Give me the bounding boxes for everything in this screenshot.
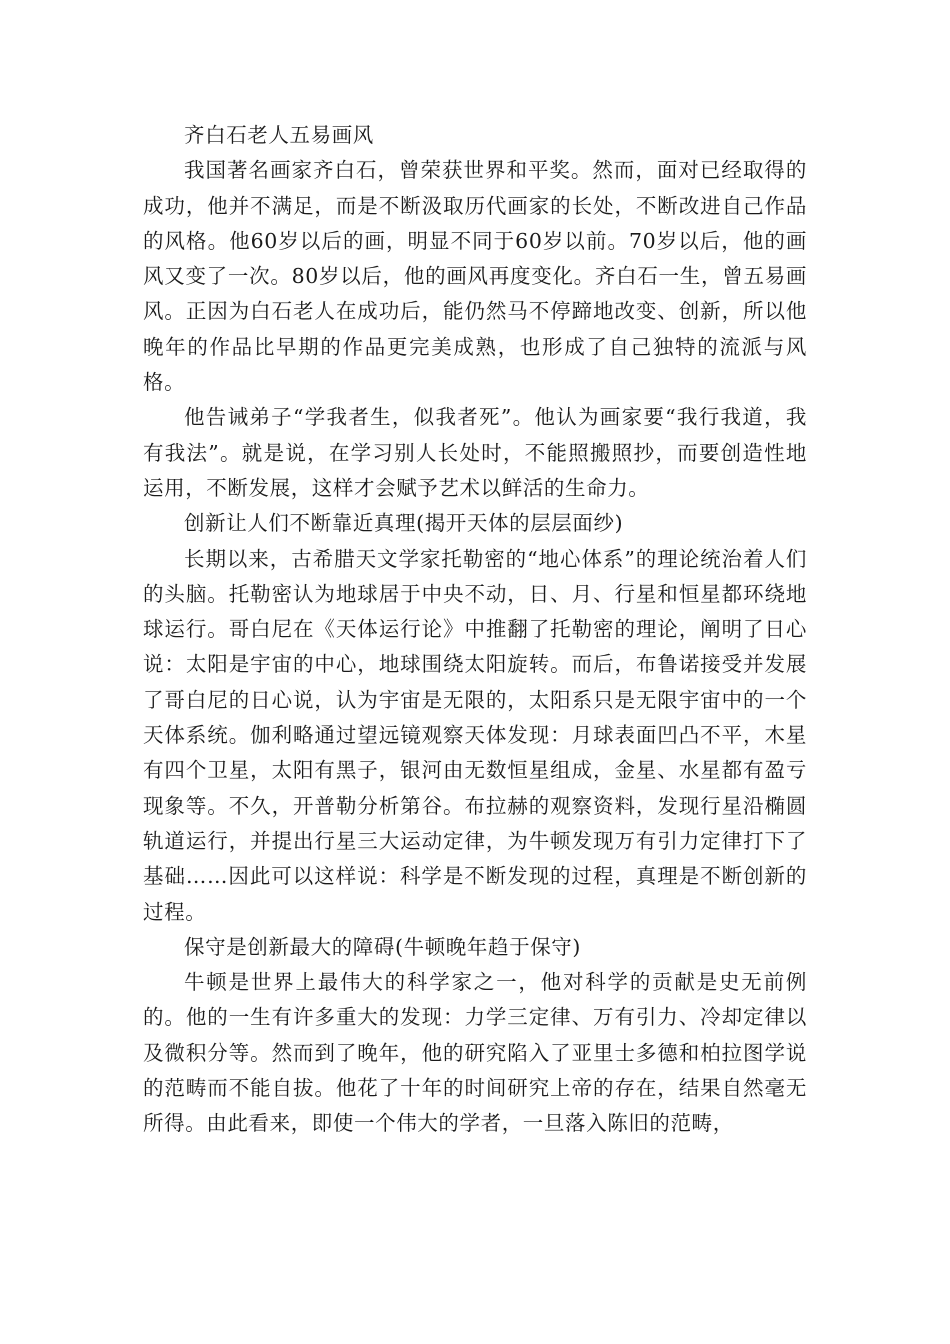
section-heading-innovation-truth: 创新让人们不断靠近真理(揭开天体的层层面纱) <box>184 511 624 536</box>
paragraph-qi-baishi-quote: 他告诫弟子“学我者生，似我者死”。他认为画家要“我行我道，我有我法”。就是说，在学习别人长处时，不能照搬照抄，而要创造性地运用，不断发展，这样才会赋予艺术以鲜活的生命力。 <box>143 405 807 500</box>
paragraph-qi-baishi-styles: 我国著名画家齐白石，曾荣获世界和平奖。然而，面对已经取得的成功，他并不满足，而是不断汲取历代画家的长处，不断改进自己作品的风格。他60岁以后的画，明显不同于60岁以前。70岁以后，他的画风又变了一次。80岁以后，他的画风再度变化。齐白石一生，曾五易画风。正因为白石老人在成功后，能仍然马不停蹄地改变、创新，所以他晚年的作品比早期的作品更完美成熟，也形成了自己独特的流派与风格。 <box>143 158 807 395</box>
section-heading-conservatism: 保守是创新最大的障碍(牛顿晚年趋于保守) <box>184 934 581 959</box>
document-page <box>143 118 807 1142</box>
section-heading-qi-baishi: 齐白石老人五易画风 <box>184 123 374 147</box>
paragraph-astronomy-history: 长期以来，古希腊天文学家托勒密的“地心体系”的理论统治着人们的头脑。托勒密认为地球居于中央不动，日、月、行星和恒星都环绕地球运行。哥白尼在《天体运行论》中推翻了托勒密的理论，阐明了日心说：太阳是宇宙的中心，地球围绕太阳旋转。而后，布鲁诺接受并发展了哥白尼的日心说，认为宇宙是无限的，太阳系只是无限宇宙中的一个天体系统。伽利略通过望远镜观察天体发现：月球表面凹凸不平，木星有四个卫星，太阳有黑子，银河由无数恒星组成，金星、水星都有盈亏现象等。不久，开普勒分析第谷。布拉赫的观察资料，发现行星沿椭圆轨道运行，并提出行星三大运动定律，为牛顿发现万有引力定律打下了基础……因此可以这样说：科学是不断发现的过程，真理是不断创新的过程。 <box>143 546 807 924</box>
paragraph-newton: 牛顿是世界上最伟大的科学家之一，他对科学的贡献是史无前例的。他的一生有许多重大的发现：力学三定律、万有引力、冷却定律以及微积分等。然而到了晚年，他的研究陷入了亚里士多德和柏拉图学说的范畴而不能自拔。他花了十年的时间研究上帝的存在，结果自然毫无所得。由此看来，即使一个伟大的学者，一旦落入陈旧的范畴， <box>143 970 807 1136</box>
